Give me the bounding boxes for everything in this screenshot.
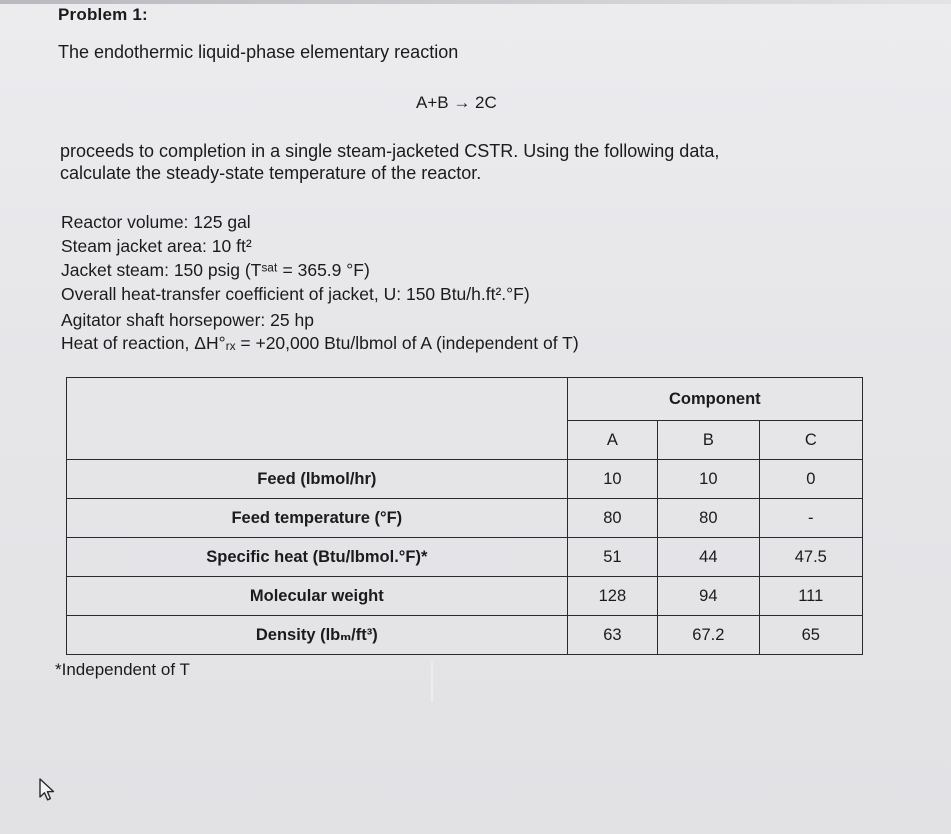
cell-b: 80 [658, 499, 759, 538]
agitator-horsepower: Agitator shaft horsepower: 25 hp [61, 310, 314, 330]
row-label: Molecular weight [67, 577, 568, 616]
problem-paragraph-line-2: calculate the steady-state temperature of the reactor. [60, 163, 482, 183]
row-label: Specific heat (Btu/lbmol.°F)* [67, 538, 568, 577]
footnote: *Independent of T [55, 660, 190, 679]
table-row [67, 616, 863, 655]
cell-b: 94 [658, 577, 759, 616]
reaction-equation: A+B → 2C [416, 93, 497, 112]
column-header-b: B [658, 421, 759, 460]
cell-a: 10 [567, 460, 657, 499]
cell-c: 0 [759, 460, 862, 499]
screen-glare [431, 662, 433, 702]
heat-of-reaction: Heat of reaction, ΔH°ᵣₓ = +20,000 Btu/lbmol of A (independent of T) [61, 333, 579, 353]
jacket-steam: Jacket steam: 150 psig (Tˢᵃᵗ = 365.9 °F) [61, 260, 370, 280]
row-label: Density (lbₘ/ft³) [67, 616, 568, 655]
column-header-c: C [759, 421, 862, 460]
table-row [67, 577, 863, 616]
table-row [67, 460, 863, 499]
table-corner-cell [67, 378, 568, 460]
table-row [67, 538, 863, 577]
row-label: Feed (lbmol/hr) [67, 460, 568, 499]
column-header-a: A [567, 421, 657, 460]
cell-c: 47.5 [759, 538, 862, 577]
heat-transfer-coefficient: Overall heat-transfer coefficient of jacket, U: 150 Btu/h.ft².°F) [61, 284, 530, 304]
cell-b: 10 [658, 460, 759, 499]
table-header-row [67, 378, 863, 421]
reactor-volume: Reactor volume: 125 gal [61, 212, 251, 232]
cell-c: - [759, 499, 862, 538]
cell-a: 51 [567, 538, 657, 577]
problem-intro: The endothermic liquid-phase elementary reaction [58, 42, 459, 62]
table-row [67, 499, 863, 538]
cell-c: 65 [759, 616, 862, 655]
problem-heading: Problem 1: [58, 5, 148, 24]
cell-a: 128 [567, 577, 657, 616]
cell-b: 44 [658, 538, 759, 577]
row-label: Feed temperature (°F) [67, 499, 568, 538]
cell-b: 67.2 [658, 616, 759, 655]
cell-a: 63 [567, 616, 657, 655]
component-data-table [66, 377, 863, 655]
cell-c: 111 [759, 577, 862, 616]
mouse-pointer-icon [38, 778, 58, 802]
cell-a: 80 [567, 499, 657, 538]
component-header: Component [567, 378, 862, 421]
steam-jacket-area: Steam jacket area: 10 ft² [61, 236, 252, 256]
problem-paragraph-line-1: proceeds to completion in a single steam-jacketed CSTR. Using the following data, [60, 141, 720, 161]
